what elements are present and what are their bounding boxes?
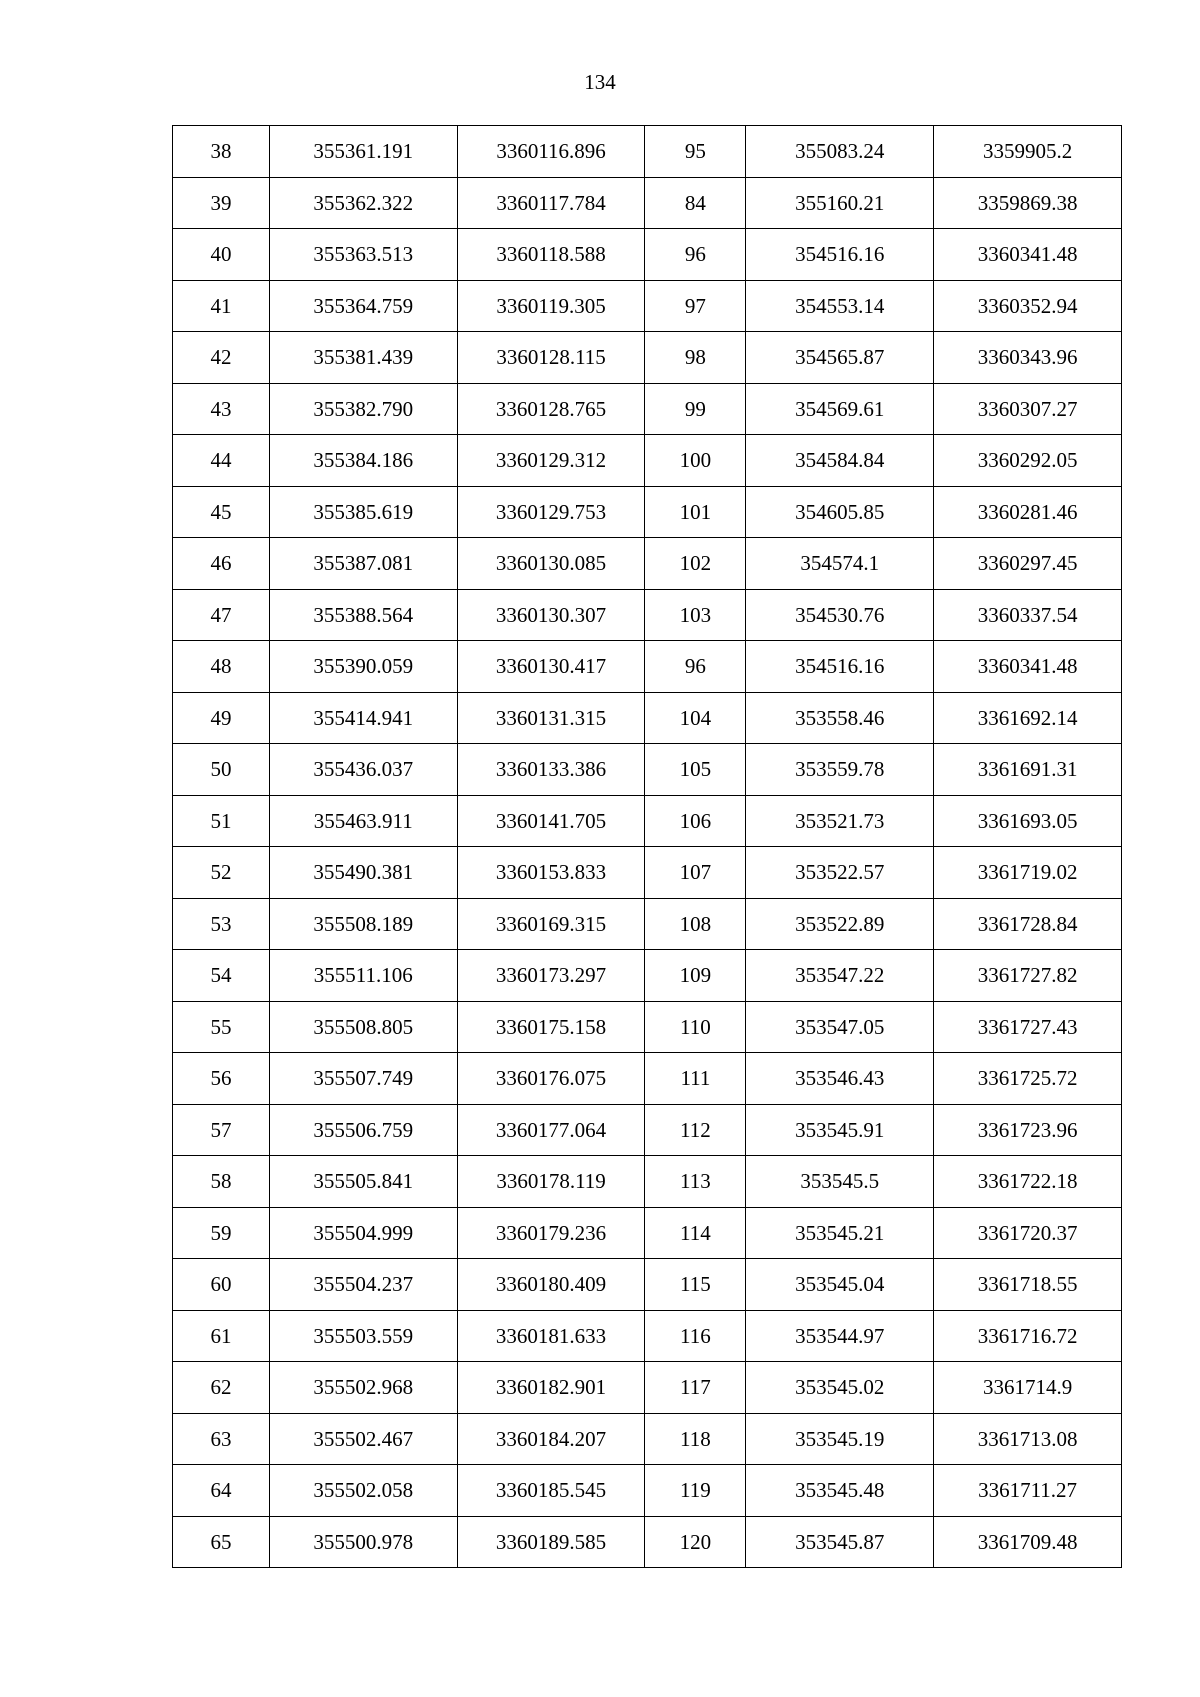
table-cell-point-id-right: 107 [645,847,746,899]
table-cell-point-id-right: 114 [645,1207,746,1259]
table-row [173,1104,1122,1156]
table-cell-y-coordinate-right: 3361709.48 [934,1516,1122,1568]
table-cell-y-coordinate-right: 3360297.45 [934,538,1122,590]
table-cell-point-id-right: 104 [645,692,746,744]
coordinate-table [172,125,1122,1568]
table-row [173,589,1122,641]
table-cell-x-coordinate-left: 355502.968 [269,1362,457,1414]
table-row [173,486,1122,538]
table-cell-y-coordinate-right: 3361723.96 [934,1104,1122,1156]
table-cell-point-id-left: 61 [173,1310,270,1362]
table-cell-point-id-left: 45 [173,486,270,538]
table-cell-point-id-left: 49 [173,692,270,744]
table-cell-y-coordinate-left: 3360189.585 [457,1516,645,1568]
table-cell-y-coordinate-left: 3360184.207 [457,1413,645,1465]
table-cell-y-coordinate-left: 3360128.115 [457,332,645,384]
table-row [173,1465,1122,1517]
table-cell-point-id-left: 44 [173,435,270,487]
table-cell-y-coordinate-left: 3360119.305 [457,280,645,332]
table-cell-y-coordinate-left: 3360153.833 [457,847,645,899]
table-cell-x-coordinate-left: 355505.841 [269,1156,457,1208]
table-cell-x-coordinate-right: 353559.78 [746,744,934,796]
table-cell-y-coordinate-right: 3360292.05 [934,435,1122,487]
coordinate-table-body [173,126,1122,1568]
table-cell-point-id-right: 112 [645,1104,746,1156]
table-cell-x-coordinate-left: 355390.059 [269,641,457,693]
table-cell-point-id-right: 101 [645,486,746,538]
table-cell-point-id-right: 120 [645,1516,746,1568]
table-cell-y-coordinate-right: 3361720.37 [934,1207,1122,1259]
table-cell-point-id-right: 118 [645,1413,746,1465]
table-row [173,1362,1122,1414]
table-cell-point-id-left: 46 [173,538,270,590]
table-row [173,126,1122,178]
table-cell-y-coordinate-right: 3360352.94 [934,280,1122,332]
table-row [173,847,1122,899]
table-cell-point-id-right: 100 [645,435,746,487]
table-cell-x-coordinate-left: 355364.759 [269,280,457,332]
table-cell-point-id-right: 106 [645,795,746,847]
table-row [173,280,1122,332]
table-cell-y-coordinate-left: 3360116.896 [457,126,645,178]
table-cell-y-coordinate-right: 3361691.31 [934,744,1122,796]
table-cell-x-coordinate-right: 353545.19 [746,1413,934,1465]
table-cell-x-coordinate-right: 353545.91 [746,1104,934,1156]
table-cell-x-coordinate-left: 355490.381 [269,847,457,899]
table-row [173,1259,1122,1311]
table-cell-x-coordinate-left: 355502.467 [269,1413,457,1465]
table-cell-x-coordinate-right: 353547.22 [746,950,934,1002]
table-cell-x-coordinate-left: 355436.037 [269,744,457,796]
table-cell-y-coordinate-right: 3361722.18 [934,1156,1122,1208]
table-row [173,383,1122,435]
table-cell-x-coordinate-right: 354530.76 [746,589,934,641]
table-cell-x-coordinate-left: 355363.513 [269,229,457,281]
table-cell-y-coordinate-right: 3360343.96 [934,332,1122,384]
table-cell-y-coordinate-left: 3360131.315 [457,692,645,744]
table-cell-x-coordinate-right: 353544.97 [746,1310,934,1362]
table-cell-x-coordinate-right: 354569.61 [746,383,934,435]
table-cell-y-coordinate-left: 3360179.236 [457,1207,645,1259]
table-cell-point-id-left: 50 [173,744,270,796]
table-cell-y-coordinate-right: 3361692.14 [934,692,1122,744]
table-cell-x-coordinate-left: 355503.559 [269,1310,457,1362]
table-row [173,332,1122,384]
table-cell-x-coordinate-right: 354553.14 [746,280,934,332]
table-cell-point-id-left: 40 [173,229,270,281]
table-cell-y-coordinate-right: 3360281.46 [934,486,1122,538]
table-cell-x-coordinate-left: 355508.805 [269,1001,457,1053]
table-row [173,1516,1122,1568]
table-cell-y-coordinate-right: 3361727.82 [934,950,1122,1002]
table-cell-point-id-left: 58 [173,1156,270,1208]
table-row [173,744,1122,796]
table-cell-y-coordinate-right: 3360341.48 [934,641,1122,693]
table-cell-point-id-right: 116 [645,1310,746,1362]
table-cell-point-id-right: 115 [645,1259,746,1311]
table-cell-y-coordinate-left: 3360141.705 [457,795,645,847]
table-cell-y-coordinate-right: 3360337.54 [934,589,1122,641]
table-cell-point-id-left: 51 [173,795,270,847]
table-cell-x-coordinate-left: 355384.186 [269,435,457,487]
table-cell-point-id-left: 42 [173,332,270,384]
table-cell-x-coordinate-left: 355414.941 [269,692,457,744]
table-cell-y-coordinate-right: 3360307.27 [934,383,1122,435]
table-cell-x-coordinate-right: 353558.46 [746,692,934,744]
table-cell-point-id-right: 84 [645,177,746,229]
table-cell-point-id-left: 62 [173,1362,270,1414]
table-cell-point-id-left: 60 [173,1259,270,1311]
table-cell-x-coordinate-left: 355382.790 [269,383,457,435]
table-cell-x-coordinate-left: 355388.564 [269,589,457,641]
table-cell-point-id-right: 96 [645,229,746,281]
table-cell-point-id-right: 95 [645,126,746,178]
table-row [173,795,1122,847]
table-cell-point-id-left: 64 [173,1465,270,1517]
table-cell-y-coordinate-right: 3359869.38 [934,177,1122,229]
table-cell-y-coordinate-left: 3360118.588 [457,229,645,281]
table-cell-y-coordinate-left: 3360169.315 [457,898,645,950]
table-cell-point-id-right: 117 [645,1362,746,1414]
table-cell-y-coordinate-right: 3359905.2 [934,126,1122,178]
table-cell-x-coordinate-right: 353522.57 [746,847,934,899]
table-cell-x-coordinate-left: 355463.911 [269,795,457,847]
table-cell-y-coordinate-left: 3360173.297 [457,950,645,1002]
table-cell-y-coordinate-right: 3361716.72 [934,1310,1122,1362]
table-cell-x-coordinate-right: 355083.24 [746,126,934,178]
table-cell-x-coordinate-right: 354516.16 [746,229,934,281]
table-cell-point-id-right: 99 [645,383,746,435]
table-cell-x-coordinate-left: 355507.749 [269,1053,457,1105]
table-cell-point-id-right: 111 [645,1053,746,1105]
table-cell-point-id-left: 39 [173,177,270,229]
table-cell-y-coordinate-right: 3361727.43 [934,1001,1122,1053]
table-row [173,177,1122,229]
table-cell-y-coordinate-left: 3360130.085 [457,538,645,590]
table-cell-x-coordinate-left: 355500.978 [269,1516,457,1568]
table-cell-y-coordinate-left: 3360180.409 [457,1259,645,1311]
table-row [173,641,1122,693]
table-cell-x-coordinate-left: 355504.999 [269,1207,457,1259]
table-cell-point-id-right: 96 [645,641,746,693]
table-cell-y-coordinate-left: 3360182.901 [457,1362,645,1414]
table-cell-x-coordinate-left: 355506.759 [269,1104,457,1156]
table-row [173,1001,1122,1053]
table-cell-y-coordinate-right: 3361693.05 [934,795,1122,847]
table-row [173,1413,1122,1465]
table-cell-x-coordinate-right: 354565.87 [746,332,934,384]
table-cell-x-coordinate-right: 354574.1 [746,538,934,590]
table-cell-point-id-right: 109 [645,950,746,1002]
table-cell-x-coordinate-left: 355362.322 [269,177,457,229]
table-cell-x-coordinate-right: 354605.85 [746,486,934,538]
table-cell-y-coordinate-left: 3360117.784 [457,177,645,229]
table-cell-x-coordinate-right: 353545.04 [746,1259,934,1311]
table-cell-point-id-right: 119 [645,1465,746,1517]
table-cell-point-id-left: 47 [173,589,270,641]
table-cell-point-id-left: 63 [173,1413,270,1465]
table-cell-y-coordinate-left: 3360133.386 [457,744,645,796]
table-cell-x-coordinate-right: 353521.73 [746,795,934,847]
table-cell-y-coordinate-right: 3361711.27 [934,1465,1122,1517]
table-row [173,950,1122,1002]
page-number: 134 [584,70,616,94]
table-cell-y-coordinate-right: 3361728.84 [934,898,1122,950]
table-cell-y-coordinate-right: 3361713.08 [934,1413,1122,1465]
table-cell-point-id-left: 41 [173,280,270,332]
table-row [173,1207,1122,1259]
table-cell-y-coordinate-left: 3360130.417 [457,641,645,693]
table-cell-point-id-right: 110 [645,1001,746,1053]
table-cell-x-coordinate-right: 353545.21 [746,1207,934,1259]
table-row [173,229,1122,281]
table-cell-x-coordinate-left: 355504.237 [269,1259,457,1311]
table-cell-point-id-right: 98 [645,332,746,384]
table-cell-point-id-left: 48 [173,641,270,693]
table-row [173,538,1122,590]
table-cell-x-coordinate-right: 353545.5 [746,1156,934,1208]
table-cell-x-coordinate-left: 355387.081 [269,538,457,590]
table-cell-y-coordinate-right: 3361719.02 [934,847,1122,899]
table-cell-y-coordinate-left: 3360185.545 [457,1465,645,1517]
table-cell-y-coordinate-right: 3361714.9 [934,1362,1122,1414]
table-cell-point-id-left: 43 [173,383,270,435]
table-cell-x-coordinate-left: 355508.189 [269,898,457,950]
table-cell-x-coordinate-right: 354584.84 [746,435,934,487]
table-row [173,898,1122,950]
table-cell-point-id-left: 59 [173,1207,270,1259]
table-row [173,435,1122,487]
table-cell-y-coordinate-left: 3360177.064 [457,1104,645,1156]
table-cell-y-coordinate-left: 3360178.119 [457,1156,645,1208]
table-cell-point-id-right: 97 [645,280,746,332]
table-cell-point-id-left: 54 [173,950,270,1002]
table-cell-point-id-right: 113 [645,1156,746,1208]
table-cell-y-coordinate-right: 3361725.72 [934,1053,1122,1105]
table-cell-x-coordinate-left: 355381.439 [269,332,457,384]
table-cell-x-coordinate-right: 353522.89 [746,898,934,950]
table-cell-y-coordinate-right: 3361718.55 [934,1259,1122,1311]
table-row [173,1053,1122,1105]
table-cell-point-id-left: 52 [173,847,270,899]
table-cell-x-coordinate-right: 353545.87 [746,1516,934,1568]
table-row [173,692,1122,744]
table-cell-x-coordinate-right: 354516.16 [746,641,934,693]
table-cell-y-coordinate-left: 3360128.765 [457,383,645,435]
table-cell-point-id-left: 38 [173,126,270,178]
table-cell-x-coordinate-right: 353546.43 [746,1053,934,1105]
table-cell-x-coordinate-right: 353545.48 [746,1465,934,1517]
table-cell-x-coordinate-right: 353545.02 [746,1362,934,1414]
table-cell-y-coordinate-left: 3360175.158 [457,1001,645,1053]
table-cell-point-id-right: 108 [645,898,746,950]
table-cell-point-id-left: 55 [173,1001,270,1053]
table-cell-point-id-left: 56 [173,1053,270,1105]
table-cell-x-coordinate-left: 355502.058 [269,1465,457,1517]
table-cell-x-coordinate-right: 353547.05 [746,1001,934,1053]
table-cell-x-coordinate-left: 355511.106 [269,950,457,1002]
table-cell-x-coordinate-right: 355160.21 [746,177,934,229]
table-cell-y-coordinate-left: 3360176.075 [457,1053,645,1105]
table-cell-x-coordinate-left: 355385.619 [269,486,457,538]
table-cell-y-coordinate-left: 3360130.307 [457,589,645,641]
table-cell-point-id-right: 102 [645,538,746,590]
table-row [173,1310,1122,1362]
table-cell-point-id-left: 53 [173,898,270,950]
table-cell-y-coordinate-left: 3360129.753 [457,486,645,538]
table-cell-y-coordinate-right: 3360341.48 [934,229,1122,281]
table-row [173,1156,1122,1208]
table-cell-x-coordinate-left: 355361.191 [269,126,457,178]
table-cell-point-id-right: 105 [645,744,746,796]
table-cell-point-id-right: 103 [645,589,746,641]
table-cell-point-id-left: 65 [173,1516,270,1568]
table-cell-y-coordinate-left: 3360129.312 [457,435,645,487]
table-cell-point-id-left: 57 [173,1104,270,1156]
table-cell-y-coordinate-left: 3360181.633 [457,1310,645,1362]
